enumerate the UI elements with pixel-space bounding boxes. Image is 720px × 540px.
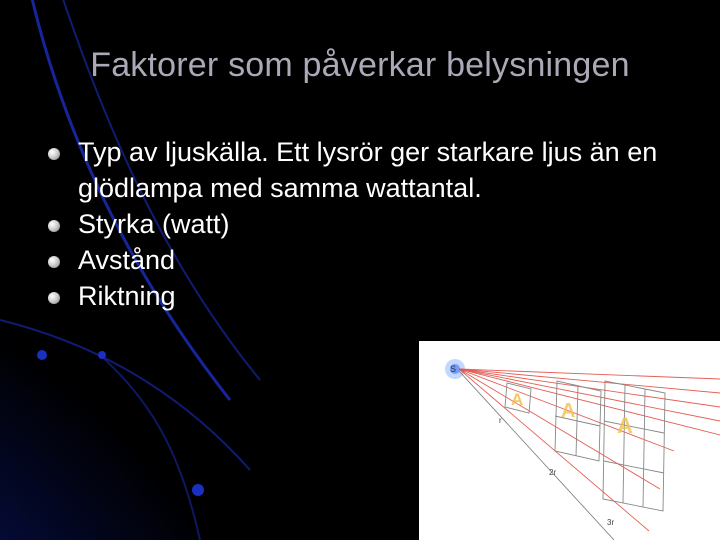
bullet-item [48,278,688,314]
bullet-text: Riktning [78,281,176,311]
bullet-icon [48,292,60,304]
bullet-item [48,134,688,206]
distance-axis [459,371,614,540]
source-label: S [450,364,457,374]
area-label-3: A [617,413,633,438]
bullet-list [48,134,688,314]
bullet-icon [48,220,60,232]
diagram-svg [419,341,720,540]
bullet-text: Typ av ljuskälla. Ett lysrör ger starkare ljus än en glödlampa med samma wattantal. [78,137,658,203]
distance-label-3r: 3r [607,518,615,527]
bullet-text: Avstånd [78,245,176,275]
bullet-icon [48,256,60,268]
bullet-item [48,206,688,242]
bullet-item [48,242,688,278]
distance-label-r: r [499,416,502,425]
light-rays [459,369,720,531]
distance-label-2r: 2r [549,468,557,477]
area-label-2: A [561,400,576,422]
bullet-text: Styrka (watt) [78,209,230,239]
slide-title: Faktorer som påverkar belysningen [90,46,630,84]
inverse-square-diagram [419,341,720,540]
bullet-icon [48,148,60,160]
area-label-1: A [511,390,524,409]
